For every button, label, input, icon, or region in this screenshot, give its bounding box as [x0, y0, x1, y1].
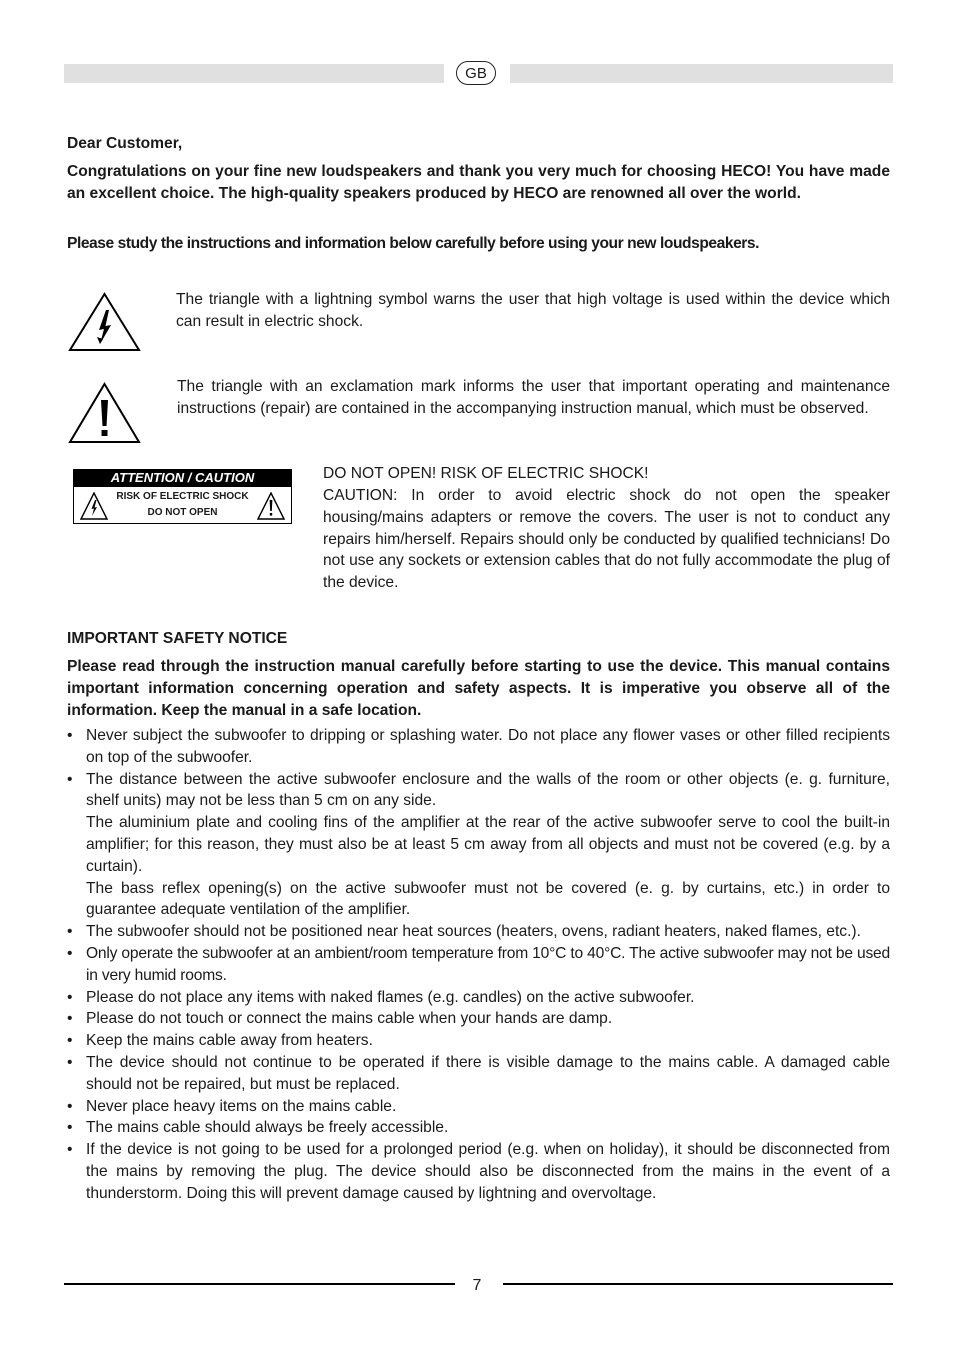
- page-number: 7: [472, 1277, 482, 1294]
- salutation: Dear Customer,: [67, 135, 183, 152]
- study-instructions-text: Please study the instructions and information below carefully before using your new loudspeakers.: [67, 235, 760, 252]
- list-item: • Never subject the subwoofer to dripping or splashing water. Do not place any flower vases or other filled recipients on top of the subwoofer.: [67, 727, 890, 766]
- caution-lightning-icon: [80, 492, 108, 520]
- bullet: •: [67, 1141, 73, 1159]
- footer-rule-right: [503, 1283, 893, 1285]
- header-bar-left: [64, 64, 444, 83]
- exclamation-warning-icon: [68, 382, 141, 444]
- list-item: • Please do not place any items with naked flames (e.g. candles) on the active subwoofer.: [67, 987, 890, 1009]
- list-item: • Keep the mains cable away from heaters.: [67, 1030, 890, 1052]
- list-item: • Never place heavy items on the mains cable.: [67, 1096, 890, 1118]
- congratulations-text: Congratulations on your fine new loudspeakers and thank you very much for choosing HECO! You have made an excellent choice. The high-quality speakers produced by HECO are renowned all over the world.: [67, 163, 890, 202]
- list-item: • The subwoofer should not be positioned near heat sources (heaters, ovens, radiant heaters, naked flames, etc.).: [67, 921, 890, 943]
- caution-label-line2: DO NOT OPEN: [147, 507, 218, 518]
- caution-title: DO NOT OPEN! RISK OF ELECTRIC SHOCK!: [323, 465, 649, 482]
- list-item: • The distance between the active subwoofer enclosure and the walls of the room or other objects (e. g. furniture, shelf units) may not be less than 5 cm on any side. The aluminium plate and cooling fins of the amplifier at the rear of the active subwoofer serve to cool the built-in amplifier; for this reason, they must also be at least 5 cm away from all objects and must not be covered (e.g. by a curtain). The bass reflex opening(s) on the active subwoofer must not be covered (e. g. by curtains, etc.) in order to guarantee adequate ventilation of the amplifier.: [67, 770, 890, 919]
- bullet: •: [67, 727, 73, 744]
- bullet: •: [67, 944, 73, 962]
- bullet: •: [67, 923, 73, 941]
- safety-intro: Please read through the instruction manual carefully before starting to use the device. This manual contains important information concerning operation and safety aspects. It is imperative you observe all of the information. Keep the manual in a safe location.: [67, 658, 890, 719]
- list-item: • The device should not continue to be operated if there is visible damage to the mains cable. A damaged cable should not be repaired, but must be replaced.: [67, 1053, 890, 1093]
- lightning-warning-icon: [68, 292, 141, 352]
- language-badge: GB: [456, 61, 496, 85]
- caution-label: [73, 469, 292, 524]
- bullet: •: [67, 1053, 73, 1071]
- caution-exclamation-icon: [257, 492, 285, 520]
- bullet: •: [67, 988, 73, 1006]
- bullet: •: [67, 1097, 73, 1115]
- bullet: •: [67, 1010, 73, 1028]
- caution-body: CAUTION: In order to avoid electric shock do not open the speaker housing/mains adapters or remove the covers. The user is not to conduct any repairs him/herself. Repairs should only be conducted by qualified technicians! Do not use any sockets or extension cables that do not fully accommodate the plug of the device.: [323, 487, 890, 592]
- bullet: •: [67, 770, 73, 788]
- list-item: • The mains cable should always be freely accessible.: [67, 1117, 890, 1139]
- safety-heading: IMPORTANT SAFETY NOTICE: [67, 630, 288, 647]
- list-item: • Please do not touch or connect the mains cable when your hands are damp.: [67, 1008, 890, 1030]
- list-item: • If the device is not going to be used for a prolonged period (e.g. when on holiday), it should be disconnected from the mains by removing the plug. The device should also be disconnected from the mains in the event of a thunderstorm. Doing this will prevent damage caused by lightning and overvoltage.: [67, 1141, 890, 1202]
- bullet: •: [67, 1119, 73, 1137]
- exclamation-symbol-text: The triangle with an exclamation mark informs the user that important operating and maintenance instructions (repair) are contained in the accompanying instruction manual, which must be observed.: [177, 378, 890, 417]
- caution-label-heading: ATTENTION / CAUTION: [74, 470, 291, 487]
- safety-list: [67, 725, 890, 1205]
- footer-rule-left: [64, 1283, 455, 1285]
- lightning-symbol-text: The triangle with a lightning symbol warns the user that high voltage is used within the device which can result in electric shock.: [176, 291, 890, 330]
- header-bar-right: [510, 64, 893, 83]
- caution-label-line1: RISK OF ELECTRIC SHOCK: [116, 491, 249, 502]
- list-item: • Only operate the subwoofer at an ambient/room temperature from 10°C to 40°C. The active subwoofer may not be used in very humid rooms.: [67, 944, 890, 984]
- bullet: •: [67, 1032, 73, 1050]
